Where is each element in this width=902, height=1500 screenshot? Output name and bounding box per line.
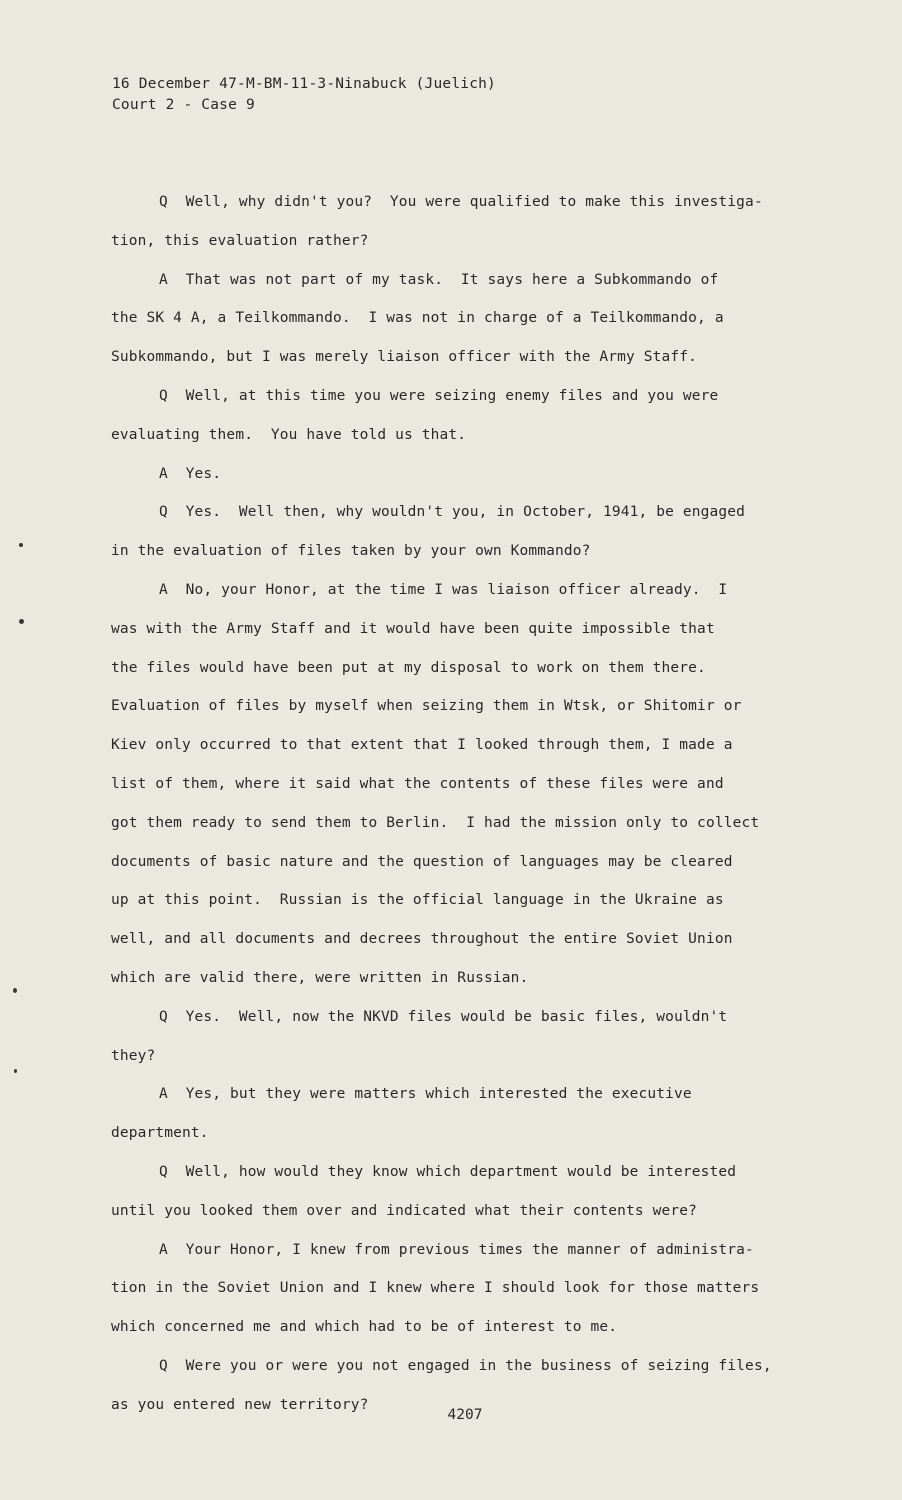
- transcript-line: well, and all documents and decrees throughout the entire Soviet Union: [111, 931, 733, 948]
- transcript-line: the files would have been put at my disposal to work on them there.: [111, 659, 706, 676]
- transcript-line: list of them, where it said what the contents of these files were and: [111, 775, 724, 792]
- transcript-line: up at this point. Russian is the official language in the Ukraine as: [111, 892, 724, 909]
- transcript-line: Q Well, why didn't you? You were qualified to make this investiga-: [159, 194, 763, 210]
- scan-speck: [19, 543, 23, 547]
- transcript-line: Evaluation of files by myself when seizing them in Wtsk, or Shitomir or: [111, 698, 742, 715]
- transcript-line: Q Yes. Well then, why wouldn't you, in October, 1941, be engaged: [159, 504, 746, 521]
- transcript-line: was with the Army Staff and it would have been quite impossible that: [111, 620, 715, 637]
- transcript-line: documents of basic nature and the question of languages may be cleared: [111, 853, 733, 870]
- transcript-line: A Your Honor, I knew from previous times the manner of administra-: [159, 1241, 754, 1258]
- scan-speck: [14, 1069, 17, 1073]
- transcript-line: as you entered new territory?: [111, 1396, 369, 1413]
- document-header: [112, 74, 496, 116]
- transcript-line: A Yes, but they were matters which interested the executive: [159, 1086, 692, 1103]
- transcript-line: Q Yes. Well, now the NKVD files would be basic files, wouldn't: [159, 1008, 728, 1025]
- transcript-line: A Yes.: [159, 465, 222, 482]
- transcript-line: Kiev only occurred to that extent that I looked through them, I made a: [111, 737, 733, 754]
- header-line-1: 16 December 47-M-BM-11-3-Ninabuck (Juelich): [112, 76, 496, 92]
- transcript-line: which concerned me and which had to be of interest to me.: [111, 1319, 618, 1336]
- transcript-body: [111, 183, 823, 1425]
- transcript-line: Q Well, at this time you were seizing enemy files and you were: [159, 387, 719, 404]
- transcript-line: until you looked them over and indicated what their contents were?: [111, 1202, 698, 1219]
- scan-speck: [13, 988, 17, 993]
- transcript-line: A No, your Honor, at the time I was liaison officer already. I: [159, 581, 728, 598]
- transcript-line: the SK 4 A, a Teilkommando. I was not in charge of a Teilkommando, a: [111, 310, 724, 327]
- transcript-line: Q Well, how would they know which department would be interested: [159, 1163, 737, 1180]
- page-number: 4207: [447, 1407, 483, 1423]
- transcript-line: tion in the Soviet Union and I knew where I should look for those matters: [111, 1280, 760, 1297]
- transcript-line: Subkommando, but I was merely liaison officer with the Army Staff.: [111, 349, 698, 366]
- scan-speck: [19, 619, 24, 624]
- transcript-line: evaluating them. You have told us that.: [111, 426, 467, 443]
- transcript-line: in the evaluation of files taken by your own Kommando?: [111, 543, 591, 560]
- transcript-line: tion, this evaluation rather?: [111, 232, 369, 249]
- transcript-line: department.: [111, 1125, 209, 1142]
- transcript-line: Q Were you or were you not engaged in the business of seizing files,: [159, 1357, 772, 1374]
- transcript-line: which are valid there, were written in Russian.: [111, 969, 529, 986]
- header-line-2: Court 2 - Case 9: [112, 97, 255, 113]
- transcript-line: they?: [111, 1047, 156, 1064]
- transcript-line: got them ready to send them to Berlin. I had the mission only to collect: [111, 814, 760, 831]
- transcript-line: A That was not part of my task. It says here a Subkommando of: [159, 271, 719, 288]
